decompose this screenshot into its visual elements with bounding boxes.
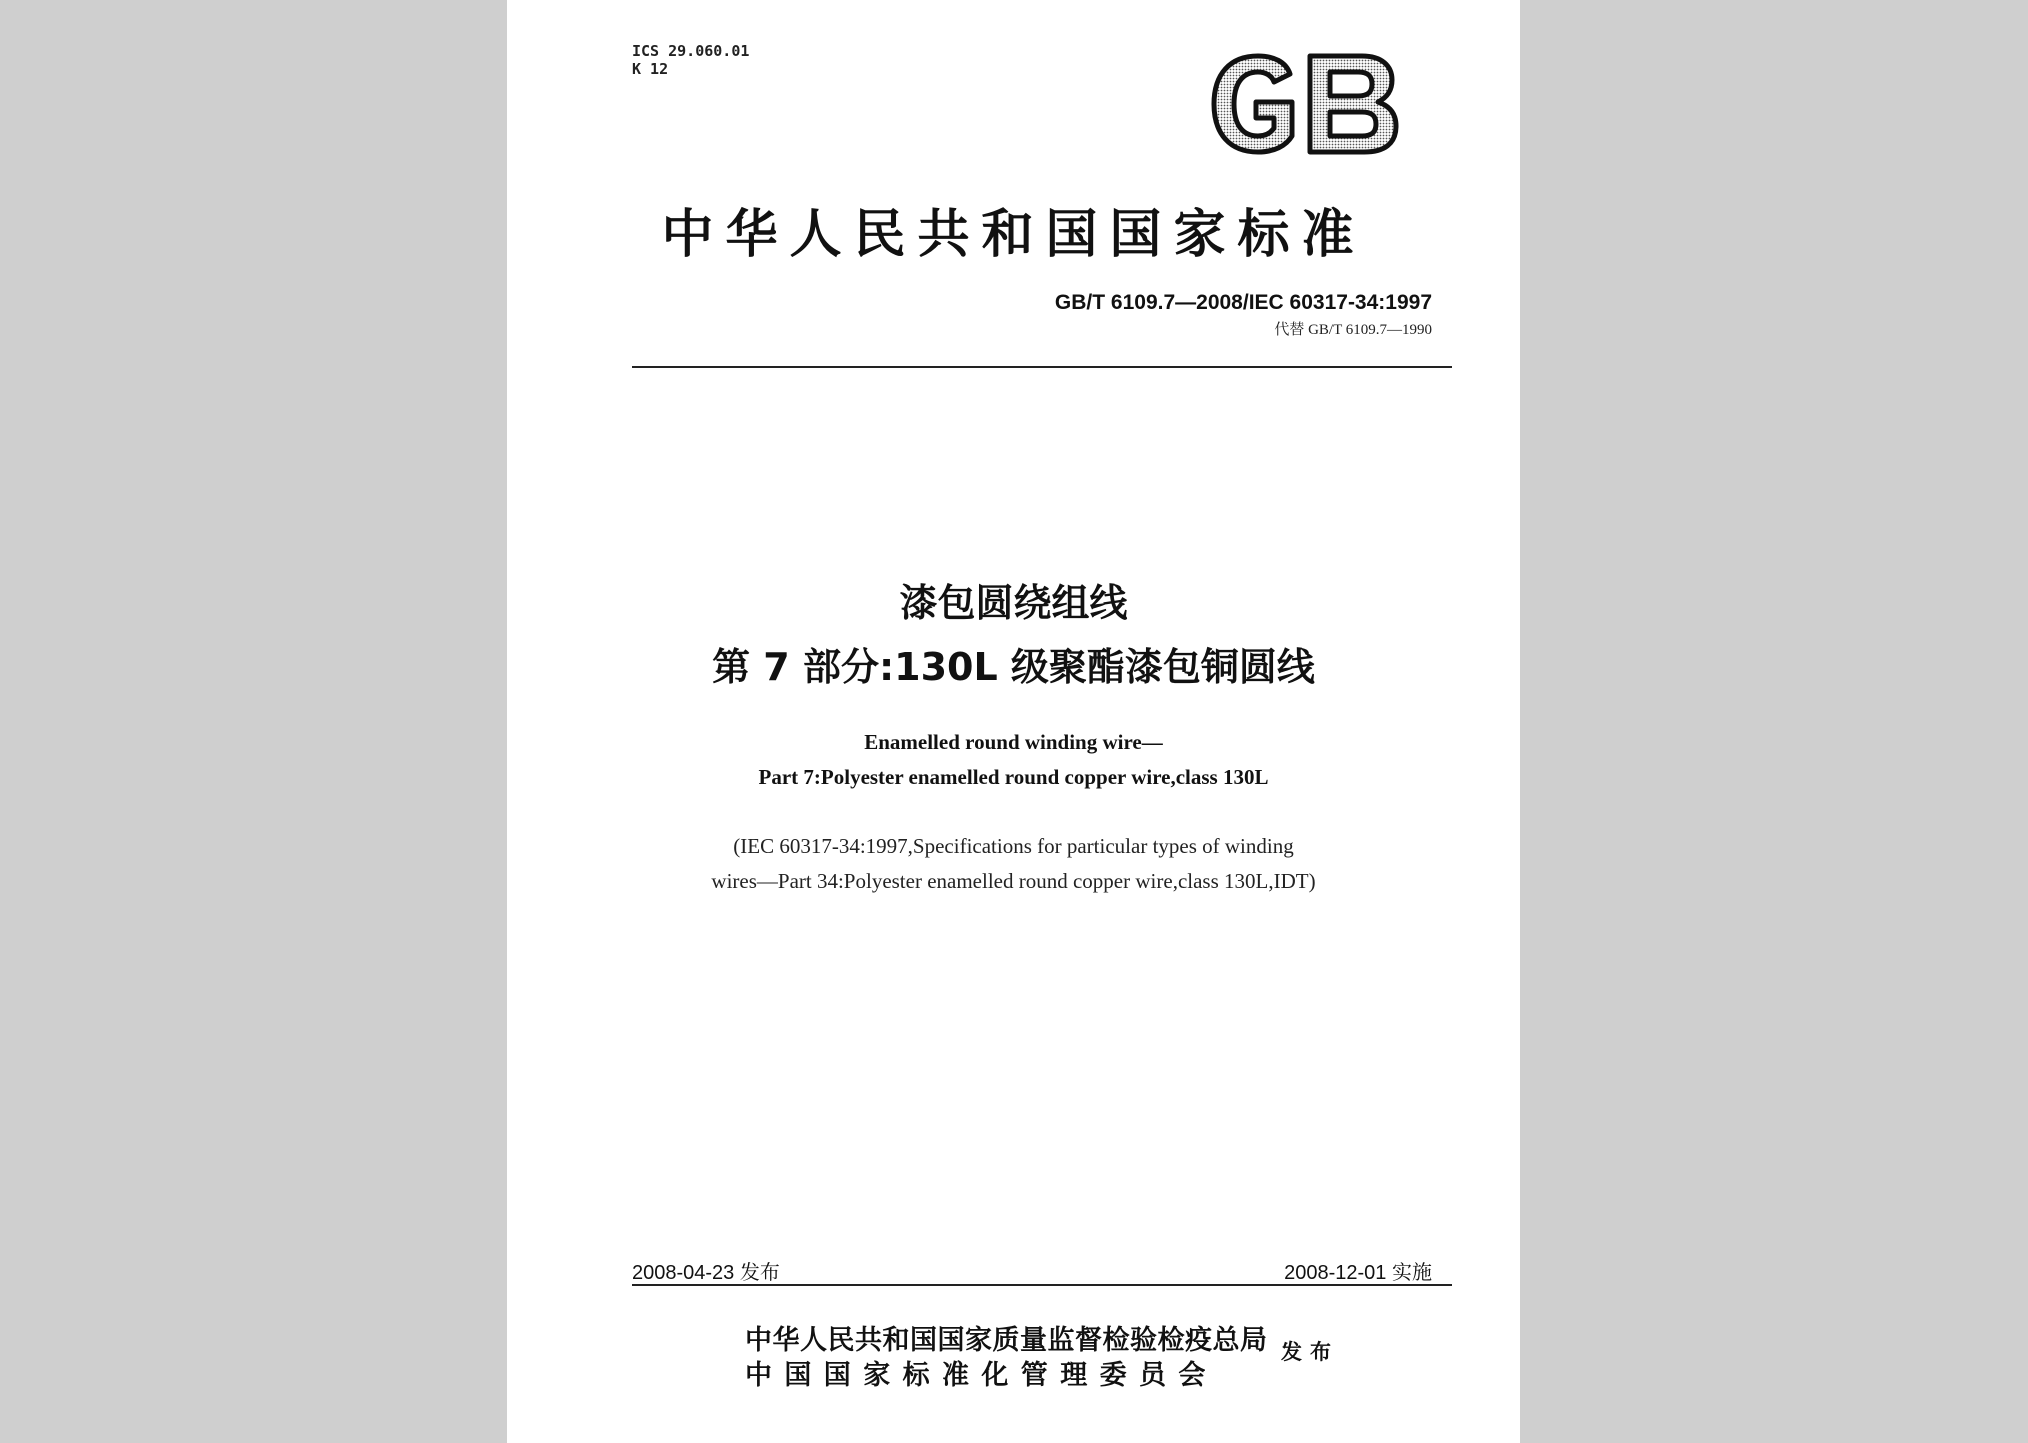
- title-chinese-line1: 漆包圆绕组线: [899, 581, 1128, 625]
- issuer-line2: 中国国家标准化管理委员会: [745, 1360, 1218, 1391]
- standard-number: GB/T 6109.7—2008/IEC 60317-34:1997: [1054, 291, 1432, 314]
- classification-code: K 12: [632, 60, 669, 78]
- header-divider: [632, 366, 1452, 368]
- issuer-line1: 中华人民共和国国家质量监督检验检疫总局: [745, 1325, 1268, 1356]
- replaces-standard: 代替 GB/T 6109.7—1990: [1274, 322, 1432, 338]
- title-english-line1: Enamelled round winding wire—: [864, 730, 1163, 754]
- document-page: [507, 0, 1520, 1443]
- equivalence-line2: wires—Part 34:Polyester enamelled round copper wire,class 130L,IDT): [711, 869, 1316, 893]
- ics-code: ICS 29.060.01: [632, 42, 750, 60]
- publish-label: 发布: [1281, 1339, 1339, 1364]
- implementation-date: 2008-12-01 实施: [1284, 1262, 1432, 1284]
- footer-divider: [632, 1284, 1452, 1286]
- national-standard-title: 中华人民共和国国家标准: [661, 204, 1366, 265]
- gb-logo-icon: [1202, 50, 1402, 158]
- title-english-line2: Part 7:Polyester enamelled round copper wire,class 130L: [758, 765, 1269, 789]
- title-chinese-line2: 第 7 部分:130L 级聚酯漆包铜圆线: [712, 645, 1315, 689]
- issue-date: 2008-04-23 发布: [632, 1262, 780, 1284]
- equivalence-line1: (IEC 60317-34:1997,Specifications for particular types of winding: [733, 834, 1294, 858]
